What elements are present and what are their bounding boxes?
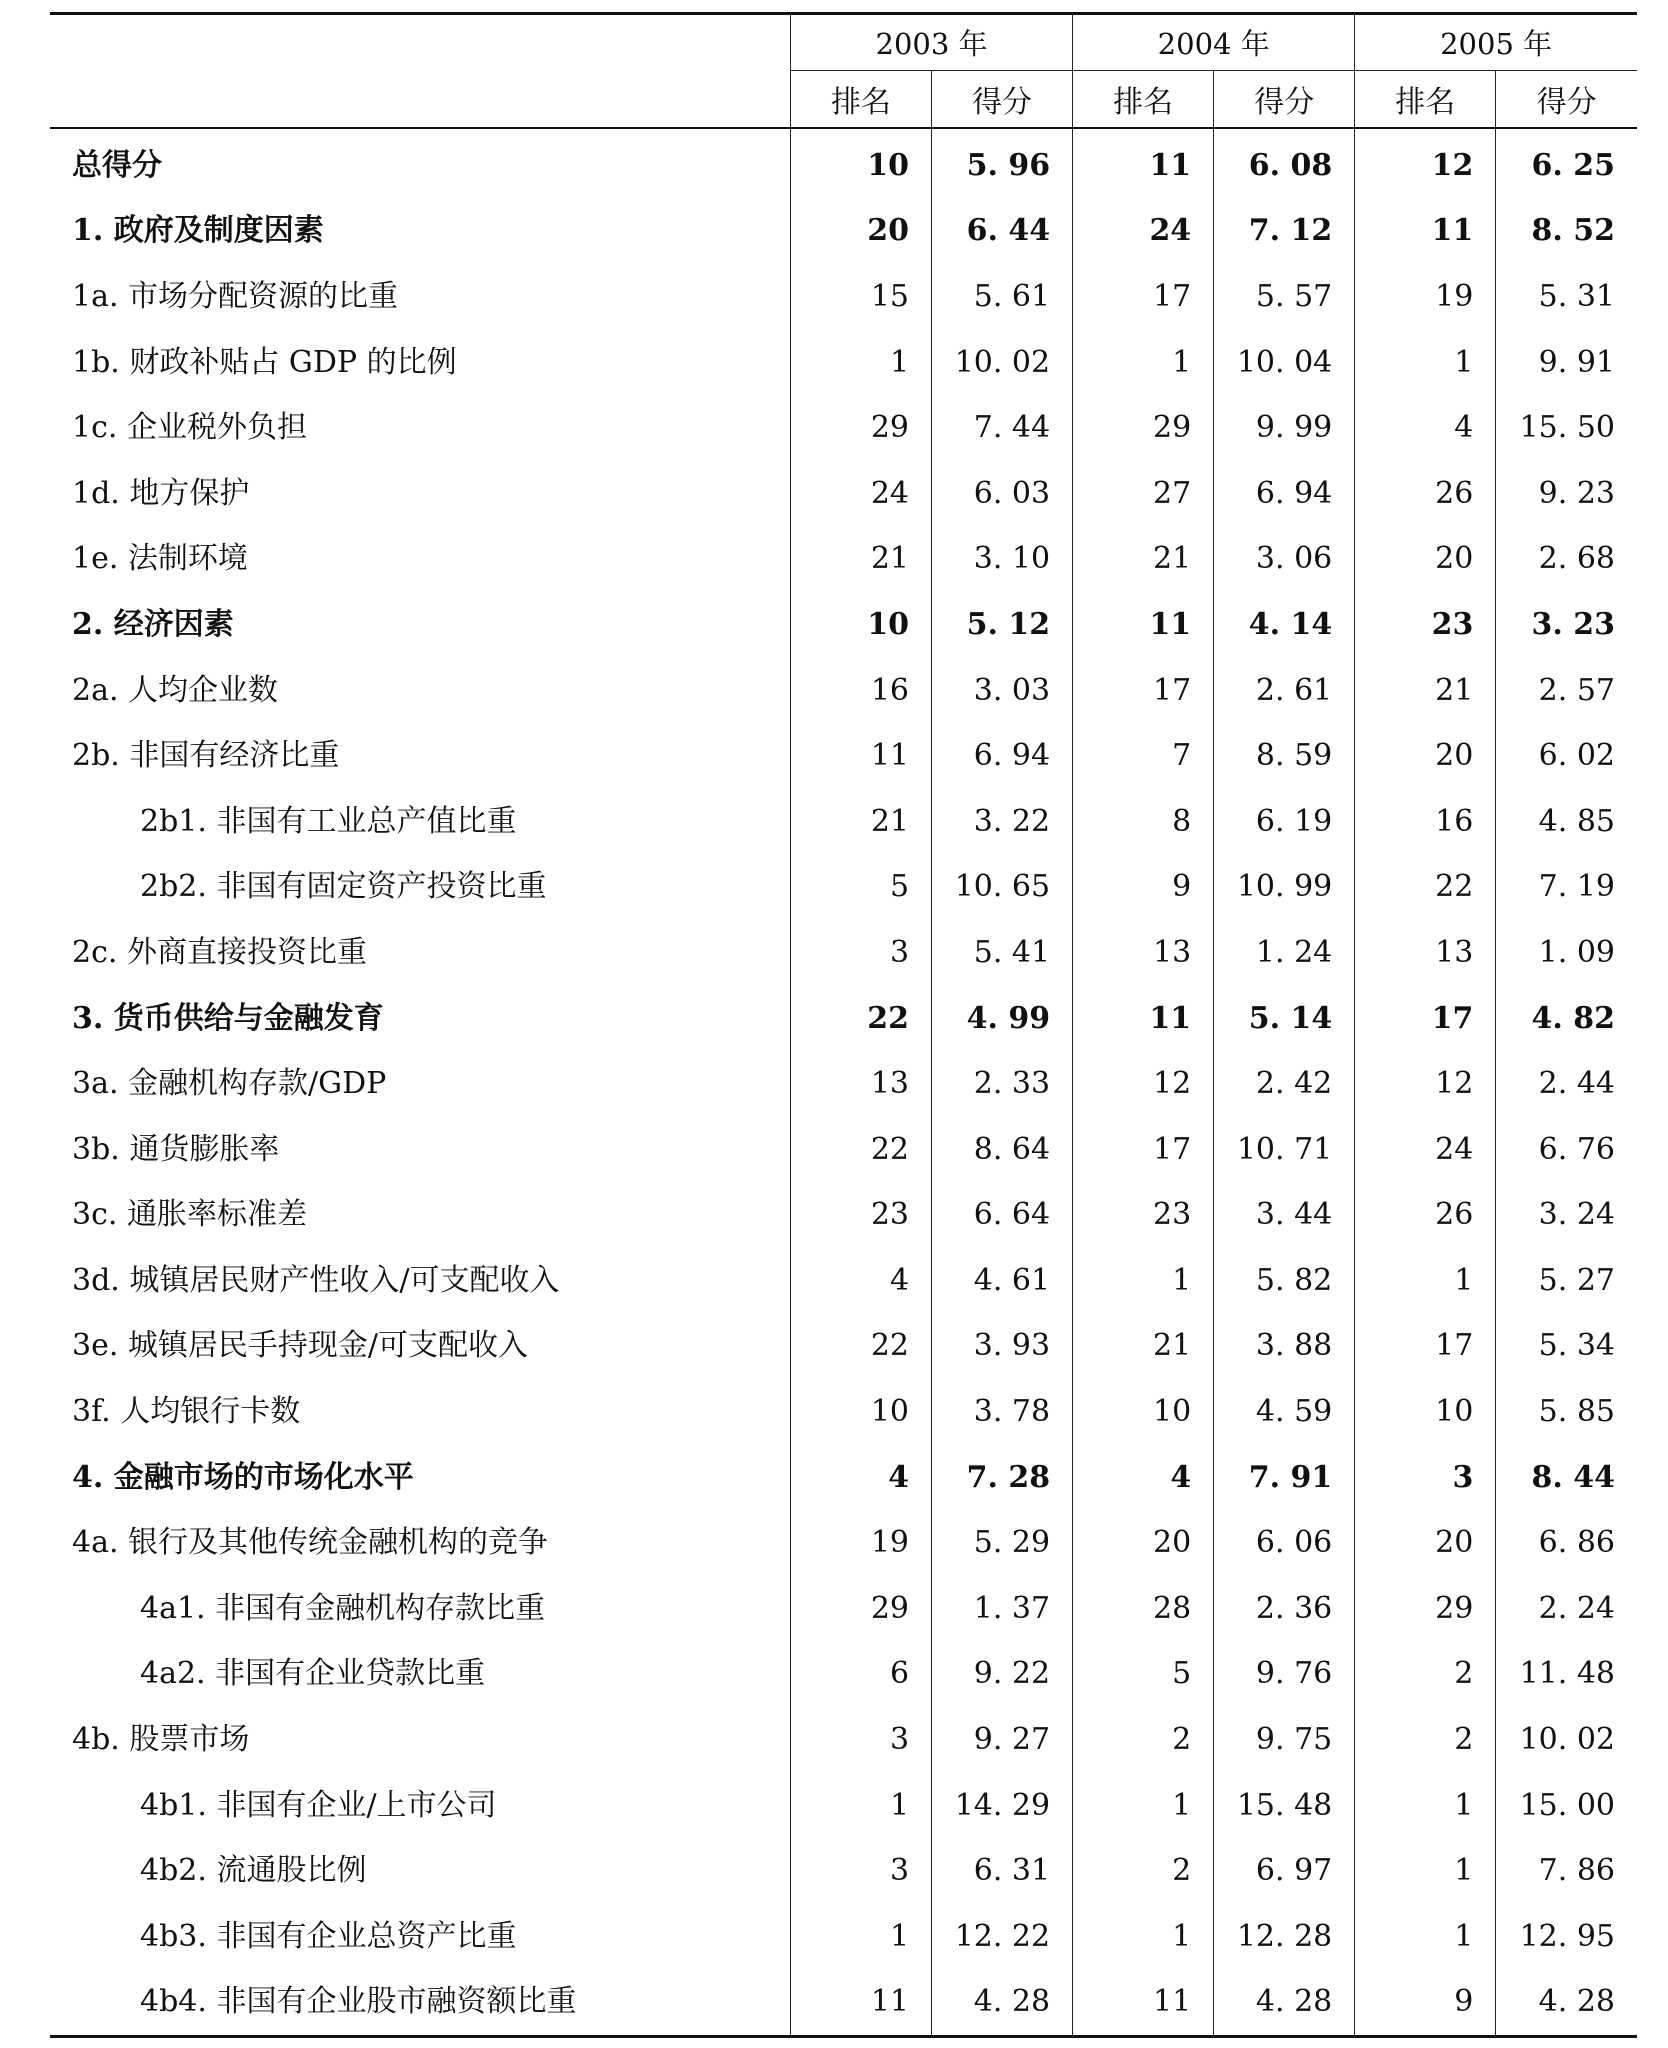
table-row: [50, 527, 1637, 593]
rank-cell: 1: [1355, 1904, 1496, 1970]
score-cell: 10. 04: [1214, 330, 1355, 396]
table-row: [50, 199, 1637, 265]
score-cell: 6. 64: [932, 1183, 1073, 1249]
row-label: 4b3. 非国有企业总资产比重: [140, 1918, 517, 1954]
rank-cell: 24: [1073, 199, 1214, 265]
rank-cell: 1: [790, 330, 931, 396]
score-cell: 5. 27: [1496, 1248, 1637, 1314]
rank-cell: 10: [790, 128, 931, 199]
row-label: 4b1. 非国有企业/上市公司: [140, 1787, 497, 1823]
rank-cell: 22: [790, 986, 931, 1052]
rank-cell: 2: [1073, 1838, 1214, 1904]
rank-cell: 2: [1355, 1642, 1496, 1708]
score-cell: 4. 28: [932, 1970, 1073, 2037]
rank-cell: 10: [790, 1379, 931, 1445]
rank-cell: 24: [790, 461, 931, 527]
rank-cell: 1: [1355, 330, 1496, 396]
row-label: 4a2. 非国有企业贷款比重: [140, 1656, 486, 1692]
rank-cell: 20: [1073, 1510, 1214, 1576]
score-cell: 10. 71: [1214, 1117, 1355, 1183]
score-cell: 3. 06: [1214, 527, 1355, 593]
rank-cell: 6: [790, 1642, 931, 1708]
score-cell: 6. 02: [1496, 723, 1637, 789]
row-label: 4. 金融市场的市场化水平: [72, 1459, 414, 1495]
rank-cell: 2: [1073, 1707, 1214, 1773]
table-row: [50, 1314, 1637, 1380]
score-cell: 3. 10: [932, 527, 1073, 593]
rank-cell: 11: [1073, 592, 1214, 658]
table-row: [50, 1379, 1637, 1445]
score-cell: 3. 93: [932, 1314, 1073, 1380]
rank-cell: 12: [1073, 1051, 1214, 1117]
score-cell: 4. 14: [1214, 592, 1355, 658]
rank-cell: 16: [790, 658, 931, 724]
table-row: [50, 1838, 1637, 1904]
score-cell: 7. 86: [1496, 1838, 1637, 1904]
score-cell: 9. 75: [1214, 1707, 1355, 1773]
rank-cell: 17: [1073, 658, 1214, 724]
rank-cell: 17: [1073, 1117, 1214, 1183]
rank-cell: 11: [790, 723, 931, 789]
score-cell: 6. 25: [1496, 128, 1637, 199]
row-label: 3a. 金融机构存款/GDP: [72, 1066, 387, 1102]
rank-cell: 11: [1073, 1970, 1214, 2037]
score-cell: 5. 82: [1214, 1248, 1355, 1314]
table-row: [50, 592, 1637, 658]
score-cell: 1. 24: [1214, 920, 1355, 986]
row-label: 总得分: [72, 147, 162, 183]
row-label: 2b. 非国有经济比重: [72, 738, 340, 774]
score-cell: 7. 91: [1214, 1445, 1355, 1511]
rank-cell: 13: [790, 1051, 931, 1117]
table-row: [50, 789, 1637, 855]
table-row: [50, 723, 1637, 789]
score-cell: 2. 57: [1496, 658, 1637, 724]
score-cell: 5. 34: [1496, 1314, 1637, 1380]
score-cell: 15. 48: [1214, 1773, 1355, 1839]
row-label: 3. 货币供给与金融发育: [72, 1000, 384, 1036]
rank-cell: 8: [1073, 789, 1214, 855]
rank-cell: 4: [790, 1248, 931, 1314]
score-cell: 2. 61: [1214, 658, 1355, 724]
subheader-score: 得分: [1214, 71, 1355, 129]
rank-cell: 21: [790, 527, 931, 593]
score-cell: 9. 91: [1496, 330, 1637, 396]
score-cell: 10. 99: [1214, 855, 1355, 921]
rank-cell: 11: [1073, 986, 1214, 1052]
rank-cell: 11: [1355, 199, 1496, 265]
year-header-2004: 2004 年: [1073, 14, 1355, 71]
rank-cell: 1: [1073, 1773, 1214, 1839]
score-cell: 1. 09: [1496, 920, 1637, 986]
rank-cell: 19: [1355, 264, 1496, 330]
rank-cell: 21: [1073, 527, 1214, 593]
score-cell: 12. 22: [932, 1904, 1073, 1970]
rank-cell: 9: [1073, 855, 1214, 921]
rank-cell: 10: [1073, 1379, 1214, 1445]
table-row: [50, 1642, 1637, 1708]
table-row: [50, 1510, 1637, 1576]
score-cell: 6. 03: [932, 461, 1073, 527]
score-cell: 5. 14: [1214, 986, 1355, 1052]
score-cell: 5. 31: [1496, 264, 1637, 330]
score-cell: 3. 22: [932, 789, 1073, 855]
rank-cell: 21: [1073, 1314, 1214, 1380]
score-cell: 5. 12: [932, 592, 1073, 658]
score-cell: 3. 24: [1496, 1183, 1637, 1249]
score-cell: 9. 22: [932, 1642, 1073, 1708]
score-cell: 6. 76: [1496, 1117, 1637, 1183]
rank-cell: 17: [1355, 986, 1496, 1052]
rank-cell: 22: [790, 1314, 931, 1380]
subheader-rank: 排名: [790, 71, 931, 129]
score-cell: 6. 44: [932, 199, 1073, 265]
table-row: [50, 264, 1637, 330]
score-cell: 6. 97: [1214, 1838, 1355, 1904]
table-row: [50, 986, 1637, 1052]
score-cell: 3. 03: [932, 658, 1073, 724]
score-cell: 6. 06: [1214, 1510, 1355, 1576]
rank-cell: 3: [790, 1838, 931, 1904]
score-cell: 11. 48: [1496, 1642, 1637, 1708]
score-cell: 7. 44: [932, 395, 1073, 461]
score-cell: 2. 68: [1496, 527, 1637, 593]
table-row: [50, 1707, 1637, 1773]
subheader-score: 得分: [932, 71, 1073, 129]
score-cell: 4. 28: [1214, 1970, 1355, 2037]
rank-cell: 13: [1073, 920, 1214, 986]
rank-cell: 2: [1355, 1707, 1496, 1773]
rank-cell: 22: [1355, 855, 1496, 921]
score-cell: 6. 08: [1214, 128, 1355, 199]
score-cell: 4. 99: [932, 986, 1073, 1052]
rank-cell: 17: [1355, 1314, 1496, 1380]
rank-cell: 15: [790, 264, 931, 330]
score-cell: 4. 82: [1496, 986, 1637, 1052]
row-label: 1e. 法制环境: [72, 541, 248, 577]
rank-cell: 17: [1073, 264, 1214, 330]
table-row: [50, 1117, 1637, 1183]
table-body: [50, 128, 1637, 2037]
rank-cell: 28: [1073, 1576, 1214, 1642]
rank-cell: 1: [1355, 1248, 1496, 1314]
rank-cell: 22: [790, 1117, 931, 1183]
row-label: 3f. 人均银行卡数: [72, 1394, 301, 1430]
score-cell: 2. 44: [1496, 1051, 1637, 1117]
score-cell: 4. 61: [932, 1248, 1073, 1314]
rank-cell: 20: [1355, 527, 1496, 593]
score-cell: 5. 96: [932, 128, 1073, 199]
row-label: 1c. 企业税外负担: [72, 410, 307, 446]
table-row: [50, 395, 1637, 461]
rank-cell: 24: [1355, 1117, 1496, 1183]
rank-cell: 9: [1355, 1970, 1496, 2037]
rank-cell: 12: [1355, 1051, 1496, 1117]
score-cell: 9. 27: [932, 1707, 1073, 1773]
rank-cell: 4: [1355, 395, 1496, 461]
row-label: 2a. 人均企业数: [72, 672, 279, 708]
table-row: [50, 128, 1637, 199]
row-label: 3e. 城镇居民手持现金/可支配收入: [72, 1328, 529, 1364]
score-cell: 6. 94: [1214, 461, 1355, 527]
score-cell: 7. 12: [1214, 199, 1355, 265]
row-label: 4b4. 非国有企业股市融资额比重: [140, 1984, 577, 2020]
score-cell: 3. 44: [1214, 1183, 1355, 1249]
table-row: [50, 1445, 1637, 1511]
row-label: 1a. 市场分配资源的比重: [72, 278, 399, 314]
table-row: [50, 658, 1637, 724]
rank-cell: 11: [1073, 128, 1214, 199]
score-cell: 2. 33: [932, 1051, 1073, 1117]
table-row: [50, 461, 1637, 527]
score-cell: 2. 24: [1496, 1576, 1637, 1642]
table-row: [50, 855, 1637, 921]
row-label: 4b2. 流通股比例: [140, 1853, 367, 1889]
ranking-table: [50, 12, 1637, 2038]
score-cell: 5. 57: [1214, 264, 1355, 330]
rank-cell: 12: [1355, 128, 1496, 199]
rank-cell: 4: [790, 1445, 931, 1511]
rank-cell: 5: [1073, 1642, 1214, 1708]
row-label: 4a. 银行及其他传统金融机构的竞争: [72, 1525, 549, 1561]
score-cell: 10. 02: [932, 330, 1073, 396]
rank-cell: 10: [790, 592, 931, 658]
score-cell: 10. 65: [932, 855, 1073, 921]
rank-cell: 3: [1355, 1445, 1496, 1511]
rank-cell: 21: [1355, 658, 1496, 724]
rank-cell: 11: [790, 1970, 931, 2037]
rank-cell: 3: [790, 1707, 931, 1773]
rank-cell: 7: [1073, 723, 1214, 789]
rank-cell: 1: [1355, 1838, 1496, 1904]
row-label: 2. 经济因素: [72, 606, 234, 642]
score-cell: 5. 41: [932, 920, 1073, 986]
score-cell: 12. 95: [1496, 1904, 1637, 1970]
rank-cell: 1: [1355, 1773, 1496, 1839]
subheader-rank: 排名: [1073, 71, 1214, 129]
rank-cell: 21: [790, 789, 931, 855]
row-label: 2c. 外商直接投资比重: [72, 934, 367, 970]
rank-cell: 29: [790, 395, 931, 461]
rank-cell: 1: [790, 1773, 931, 1839]
rank-cell: 26: [1355, 1183, 1496, 1249]
rank-cell: 16: [1355, 789, 1496, 855]
row-label: 1. 政府及制度因素: [72, 213, 324, 249]
rank-cell: 26: [1355, 461, 1496, 527]
score-cell: 5. 85: [1496, 1379, 1637, 1445]
score-cell: 4. 59: [1214, 1379, 1355, 1445]
row-label: 3b. 通货膨胀率: [72, 1131, 280, 1167]
score-cell: 2. 42: [1214, 1051, 1355, 1117]
row-label: 2b2. 非国有固定资产投资比重: [140, 869, 547, 905]
score-cell: 3. 78: [932, 1379, 1073, 1445]
score-cell: 10. 02: [1496, 1707, 1637, 1773]
score-cell: 7. 28: [932, 1445, 1073, 1511]
rank-cell: 1: [790, 1904, 931, 1970]
score-cell: 6. 94: [932, 723, 1073, 789]
score-cell: 9. 76: [1214, 1642, 1355, 1708]
score-cell: 15. 00: [1496, 1773, 1637, 1839]
score-cell: 1. 37: [932, 1576, 1073, 1642]
score-cell: 8. 64: [932, 1117, 1073, 1183]
rank-cell: 23: [1355, 592, 1496, 658]
rank-cell: 13: [1355, 920, 1496, 986]
score-cell: 9. 23: [1496, 461, 1637, 527]
table-row: [50, 1576, 1637, 1642]
rank-cell: 29: [1073, 395, 1214, 461]
score-cell: 7. 19: [1496, 855, 1637, 921]
score-cell: 12. 28: [1214, 1904, 1355, 1970]
score-cell: 8. 59: [1214, 723, 1355, 789]
subheader-rank: 排名: [1355, 71, 1496, 129]
row-label: 4a1. 非国有金融机构存款比重: [140, 1590, 546, 1626]
rank-cell: 29: [790, 1576, 931, 1642]
rank-cell: 1: [1073, 330, 1214, 396]
rank-cell: 5: [790, 855, 931, 921]
rank-cell: 27: [1073, 461, 1214, 527]
table-row: [50, 330, 1637, 396]
score-cell: 5. 61: [932, 264, 1073, 330]
rank-cell: 23: [1073, 1183, 1214, 1249]
table-row: [50, 1183, 1637, 1249]
subheader-score: 得分: [1496, 71, 1637, 129]
score-cell: 3. 23: [1496, 592, 1637, 658]
rank-cell: 4: [1073, 1445, 1214, 1511]
score-cell: 2. 36: [1214, 1576, 1355, 1642]
score-cell: 8. 52: [1496, 199, 1637, 265]
table-row: [50, 1970, 1637, 2037]
score-cell: 8. 44: [1496, 1445, 1637, 1511]
rank-cell: 10: [1355, 1379, 1496, 1445]
score-cell: 15. 50: [1496, 395, 1637, 461]
score-cell: 6. 86: [1496, 1510, 1637, 1576]
score-cell: 5. 29: [932, 1510, 1073, 1576]
rank-cell: 1: [1073, 1248, 1214, 1314]
table-header: [50, 14, 1637, 129]
score-cell: 4. 85: [1496, 789, 1637, 855]
rank-cell: 20: [1355, 723, 1496, 789]
table-row: [50, 1773, 1637, 1839]
year-header-row: [50, 14, 1637, 71]
rank-cell: 20: [790, 199, 931, 265]
row-label: 4b. 股票市场: [72, 1722, 250, 1758]
table-row: [50, 1051, 1637, 1117]
row-label: 1b. 财政补贴占 GDP 的比例: [72, 344, 457, 380]
score-cell: 3. 88: [1214, 1314, 1355, 1380]
score-cell: 14. 29: [932, 1773, 1073, 1839]
table-row: [50, 920, 1637, 986]
rank-cell: 19: [790, 1510, 931, 1576]
score-cell: 6. 31: [932, 1838, 1073, 1904]
header-blank-cell: [50, 14, 790, 129]
table-row: [50, 1248, 1637, 1314]
rank-cell: 3: [790, 920, 931, 986]
score-cell: 9. 99: [1214, 395, 1355, 461]
row-label: 2b1. 非国有工业总产值比重: [140, 803, 517, 839]
rank-cell: 20: [1355, 1510, 1496, 1576]
rank-cell: 29: [1355, 1576, 1496, 1642]
rank-cell: 23: [790, 1183, 931, 1249]
table-row: [50, 1904, 1637, 1970]
row-label: 1d. 地方保护: [72, 475, 250, 511]
score-cell: 6. 19: [1214, 789, 1355, 855]
year-header-2005: 2005 年: [1355, 14, 1637, 71]
row-label: 3c. 通胀率标准差: [72, 1197, 307, 1233]
score-cell: 4. 28: [1496, 1970, 1637, 2037]
rank-cell: 1: [1073, 1904, 1214, 1970]
row-label: 3d. 城镇居民财产性收入/可支配收入: [72, 1262, 560, 1298]
year-header-2003: 2003 年: [790, 14, 1072, 71]
